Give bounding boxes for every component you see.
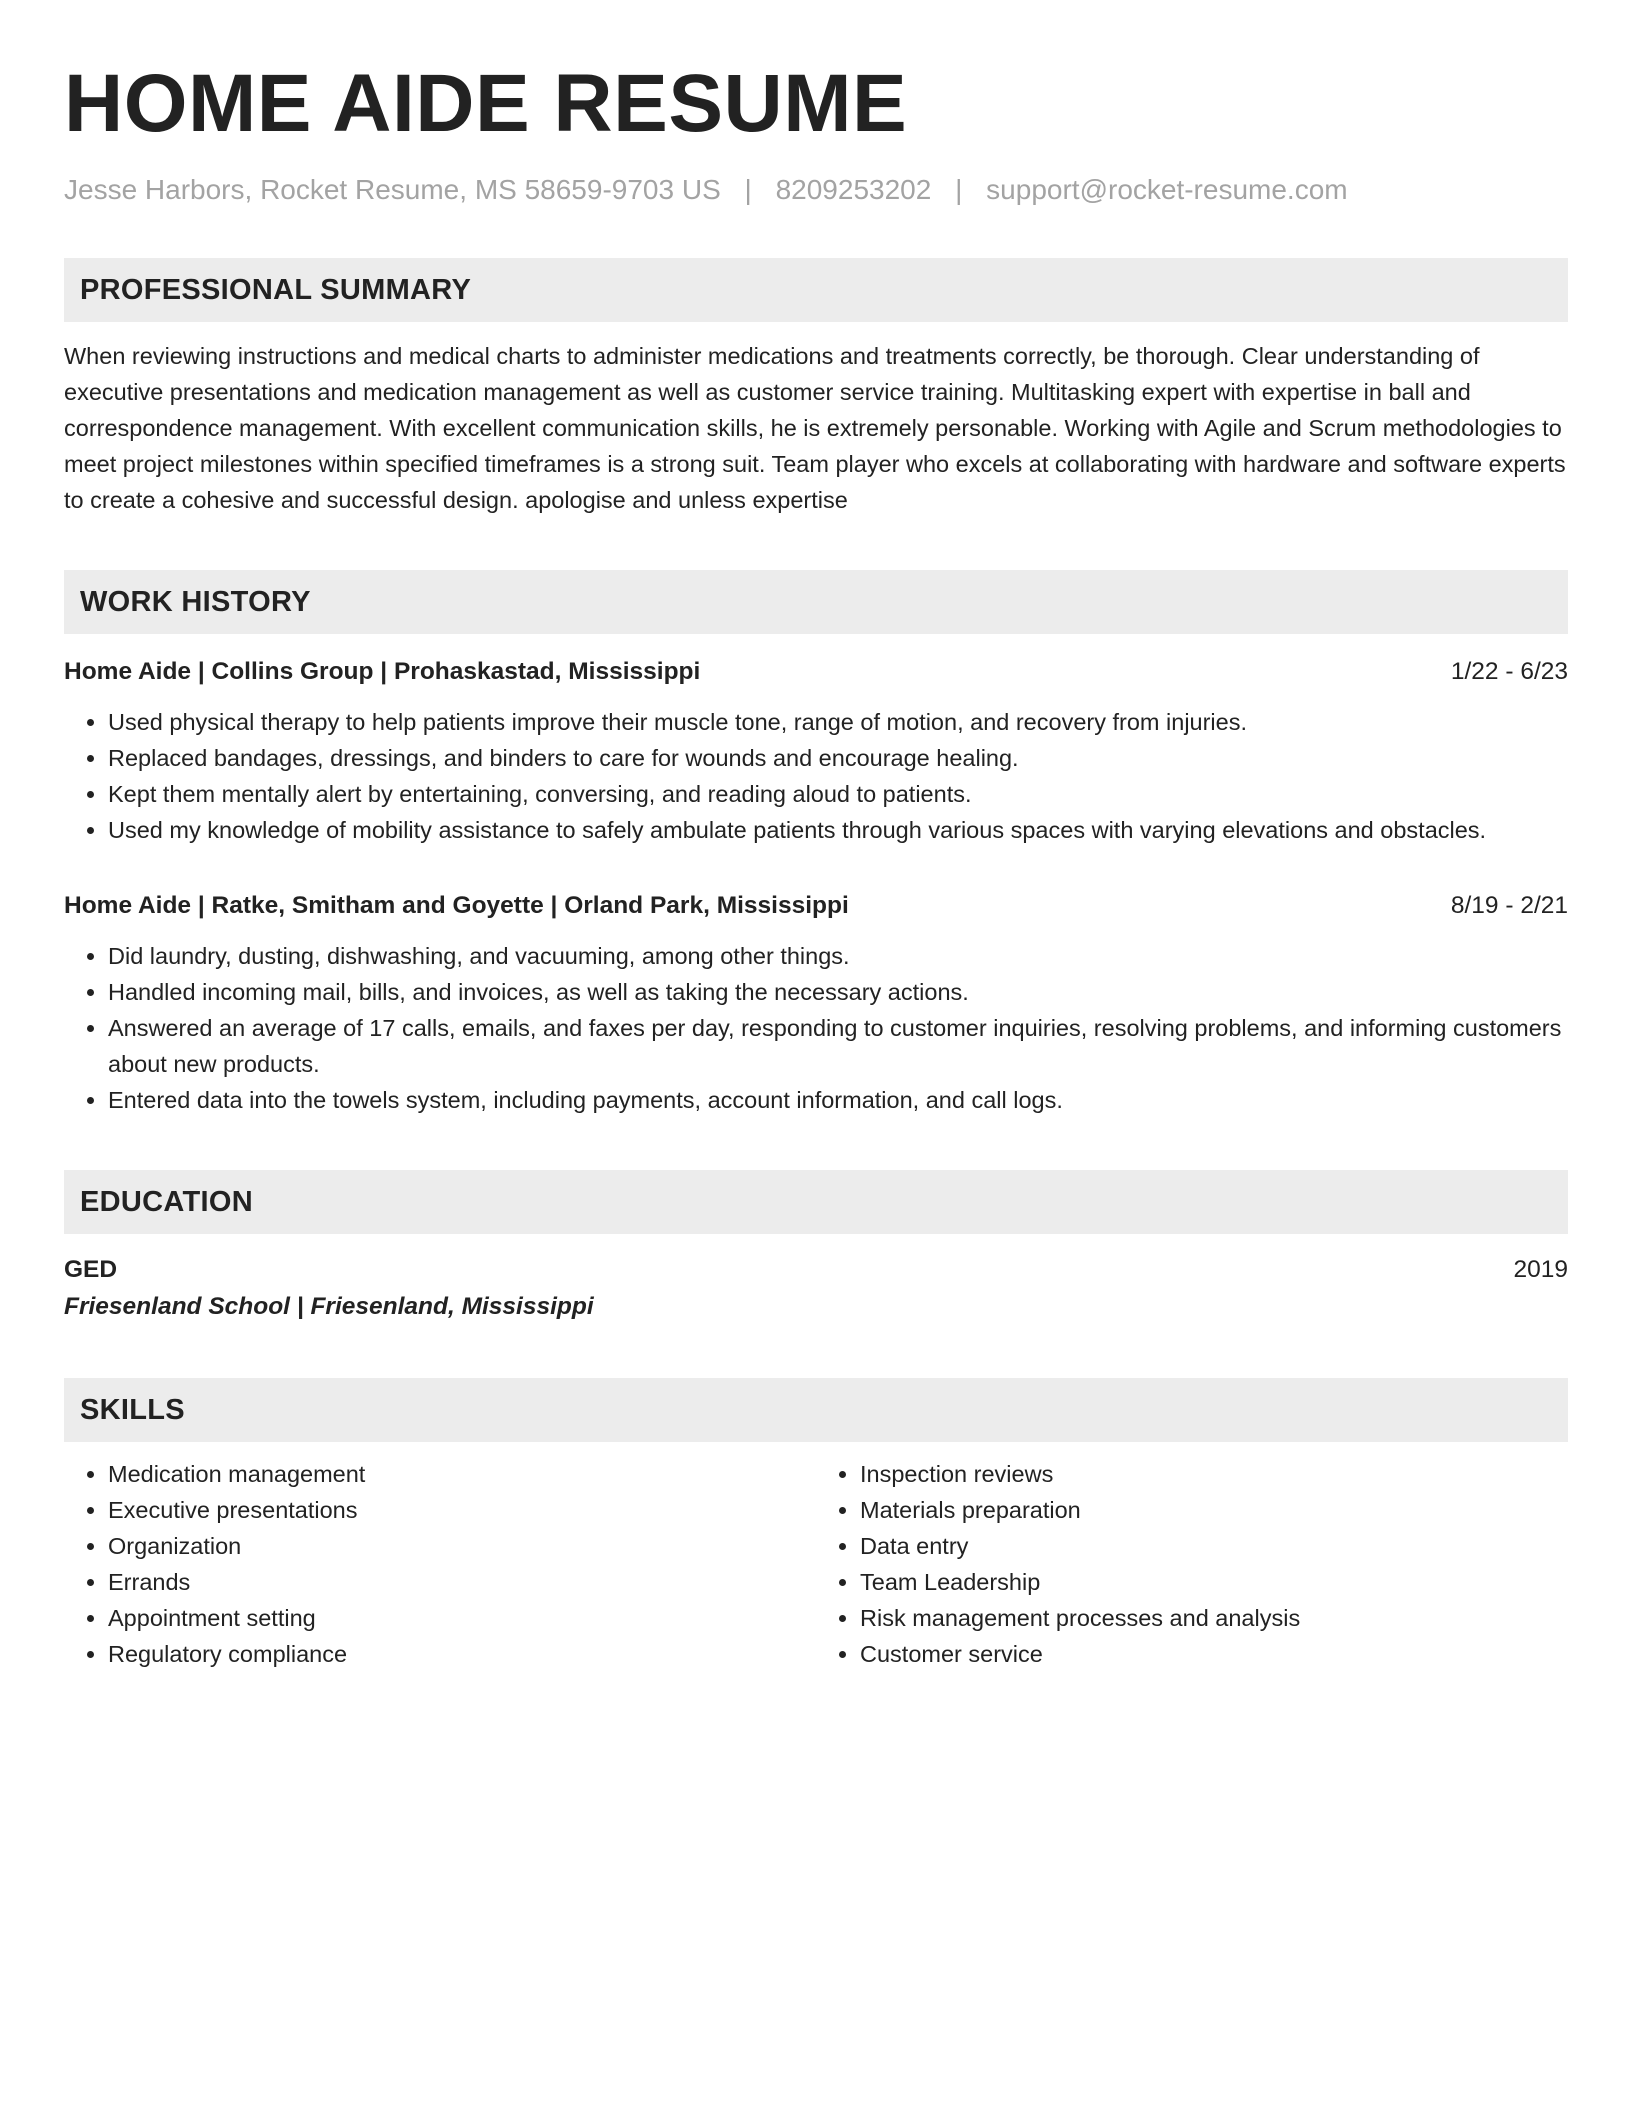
job-dates: 8/19 - 2/21 [1450, 892, 1568, 919]
section-header-summary: PROFESSIONAL SUMMARY [64, 258, 1568, 322]
section-header-work-history: WORK HISTORY [64, 570, 1568, 634]
skill-item: • Regulatory compliance [108, 1636, 816, 1672]
job-bullet: • Handled incoming mail, bills, and invoices, as well as taking the necessary actions. [108, 974, 1568, 1010]
work-history-section [64, 570, 1568, 1118]
job-entry [64, 888, 1568, 1118]
skill-item: • Data entry [860, 1528, 1568, 1564]
job-bullets [64, 704, 1568, 848]
job-entry [64, 654, 1568, 848]
skills-list [64, 1456, 816, 1672]
contact-phone: 8209253202 [775, 174, 932, 205]
job-bullet: • Replaced bandages, dressings, and binders to care for wounds and encourage healing. [108, 740, 1568, 776]
skills-list [816, 1456, 1568, 1672]
contact-address: Jesse Harbors, Rocket Resume, MS 58659-9703 US [64, 174, 721, 205]
education-degree: GED [64, 1256, 118, 1283]
skill-item: • Risk management processes and analysis [860, 1600, 1568, 1636]
job-dates: 1/22 - 6/23 [1450, 658, 1568, 685]
job-bullet: • Did laundry, dusting, dishwashing, and vacuuming, among other things. [108, 938, 1568, 974]
skill-item: • Inspection reviews [860, 1456, 1568, 1492]
skill-item: • Team Leadership [860, 1564, 1568, 1600]
resume-title: HOME AIDE RESUME [64, 58, 908, 149]
summary-text: When reviewing instructions and medical charts to administer medications and treatments correctly, be thorough. Clear understanding of executive presentations and medication management as well as customer service training. Multitasking expert with expertise in ball and correspondence management. With excellent communication skills, he is extremely personable. Working with Agile and Scrum methodologies to meet project milestones within specified timeframes is a strong suit. Team player who excels at collaborating with hardware and software experts to create a cohesive and successful design. apologise and unless expertise [64, 343, 1566, 513]
section-header-skills: SKILLS [64, 1378, 1568, 1442]
education-school: Friesenland School | Friesenland, Mississippi [64, 1293, 594, 1320]
education-entry [64, 1252, 1568, 1326]
job-bullet: • Used my knowledge of mobility assistance to safely ambulate patients through various spaces with varying elevations and obstacles. [108, 812, 1568, 848]
job-header [64, 654, 1568, 690]
education-header [64, 1252, 1568, 1288]
contact-separator: | [744, 174, 752, 205]
job-bullet: • Used physical therapy to help patients improve their muscle tone, range of motion, and recovery from injuries. [108, 704, 1568, 740]
skill-item: • Customer service [860, 1636, 1568, 1672]
summary-section [64, 258, 1568, 518]
skills-column-right [816, 1456, 1568, 1672]
skill-item: • Errands [108, 1564, 816, 1600]
job-bullet: • Answered an average of 17 calls, emails, and faxes per day, responding to customer inquiries, resolving problems, and informing customers about new products. [108, 1010, 1568, 1082]
job-title: Home Aide | Collins Group | Prohaskastad, Mississippi [64, 658, 701, 685]
job-title: Home Aide | Ratke, Smitham and Goyette | Orland Park, Mississippi [64, 892, 849, 919]
skill-item: • Appointment setting [108, 1600, 816, 1636]
job-bullets [64, 938, 1568, 1118]
contact-separator: | [955, 174, 963, 205]
skill-item: • Organization [108, 1528, 816, 1564]
skill-item: • Medication management [108, 1456, 816, 1492]
education-section [64, 1170, 1568, 1326]
job-header [64, 888, 1568, 924]
contact-email: support@rocket-resume.com [986, 174, 1348, 205]
contact-line [64, 172, 1568, 208]
skill-item: • Executive presentations [108, 1492, 816, 1528]
section-header-education: EDUCATION [64, 1170, 1568, 1234]
skills-grid [64, 1456, 1568, 1672]
skills-column-left [64, 1456, 816, 1672]
skill-item: • Materials preparation [860, 1492, 1568, 1528]
skills-section [64, 1378, 1568, 1672]
education-year: 2019 [1513, 1256, 1568, 1283]
job-bullet: • Entered data into the towels system, including payments, account information, and call logs. [108, 1082, 1568, 1118]
job-bullet: • Kept them mentally alert by entertaining, conversing, and reading aloud to patients. [108, 776, 1568, 812]
